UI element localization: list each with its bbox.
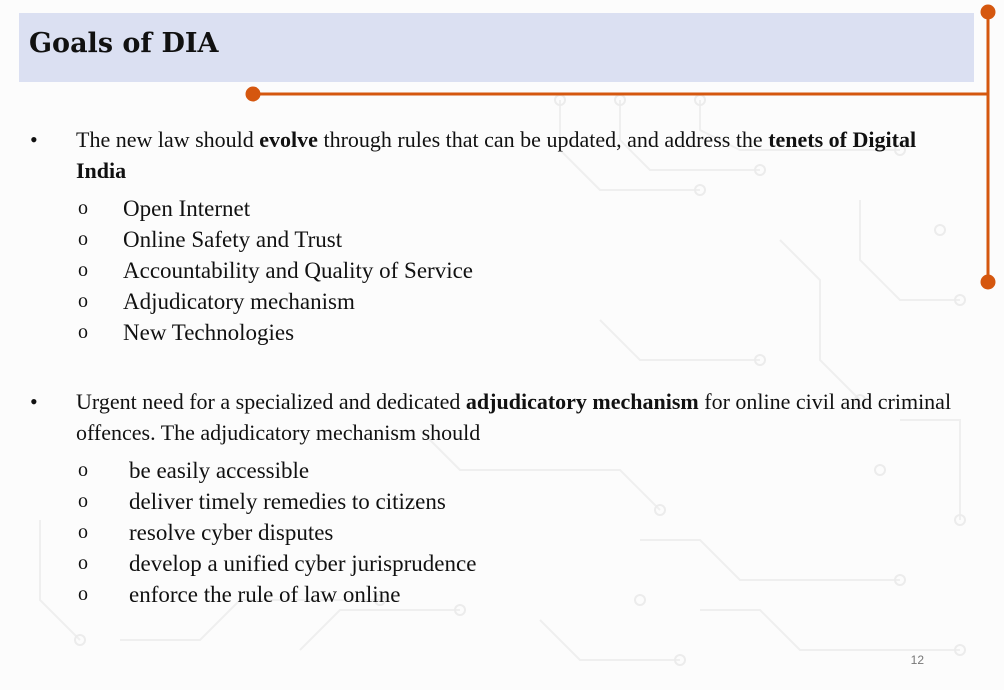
bullet-point-1 (24, 124, 974, 188)
bullet-2-segment: for online civil and criminal offences. The adjudicatory mechanism should (76, 389, 952, 445)
bullet-1-segment: through rules that can be updated, and address the (317, 127, 769, 152)
bullet-text-2 (76, 386, 966, 448)
sub-bullet-marker: o (78, 290, 88, 312)
sub-list-item-text: develop a unified cyber jurisprudence (129, 551, 477, 576)
sub-bullet-marker: o (78, 490, 88, 512)
title-bar (19, 13, 974, 82)
sub-list-item-text: Online Safety and Trust (123, 227, 343, 252)
sub-list-item-text: be easily accessible (129, 458, 310, 483)
sub-list-item-text: deliver timely remedies to citizens (129, 489, 446, 514)
sub-bullet-marker: o (78, 583, 88, 605)
sub-list-item-text: New Technologies (123, 320, 295, 345)
bullet-marker: • (30, 127, 38, 152)
sub-list-item-text: Adjudicatory mechanism (123, 289, 355, 314)
sub-list-item-text: resolve cyber disputes (129, 520, 334, 545)
bullet-text-1 (76, 124, 966, 186)
bullet-1-segment: The new law should (76, 127, 260, 152)
sub-bullet-marker: o (78, 521, 88, 543)
sub-list-item-text: Open Internet (123, 196, 251, 221)
sub-bullet-marker: o (78, 321, 88, 343)
bullet-2-segment: Urgent need for a specialized and dedicated (76, 389, 466, 414)
bullet-marker: • (30, 389, 38, 414)
sub-list-item-text: Accountability and Quality of Service (123, 258, 474, 283)
slide-title: Goals of DIA (29, 28, 219, 59)
sub-bullet-marker: o (78, 197, 88, 219)
sub-bullet-marker: o (78, 228, 88, 250)
page-number: 12 (910, 653, 924, 667)
sub-bullet-marker: o (78, 459, 88, 481)
bullet-1-segment: evolve (259, 127, 318, 152)
bullet-point-2 (24, 386, 974, 450)
sub-bullet-marker: o (78, 259, 88, 281)
sub-bullet-marker: o (78, 552, 88, 574)
bullet-2-segment: adjudicatory mechanism (465, 389, 699, 414)
bullet-1-segment: tenets of Digital India (76, 127, 917, 183)
sub-list-item-text: enforce the rule of law online (129, 582, 401, 607)
